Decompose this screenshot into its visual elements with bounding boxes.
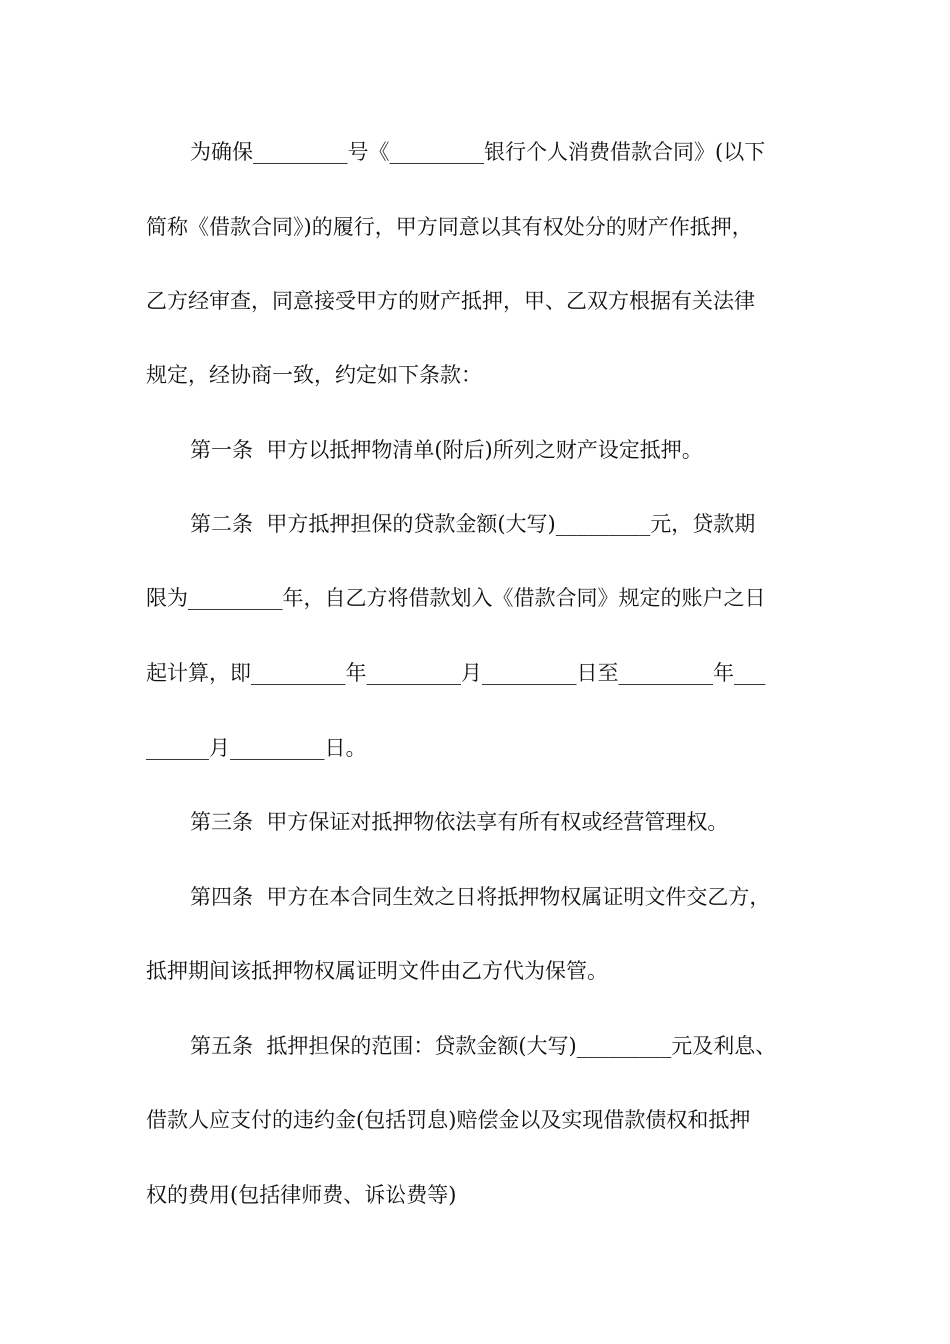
article-2-line-4: ______月_________日。 xyxy=(146,736,367,760)
article-2-line-1: 第二条 甲方抵押担保的贷款金额(大写)_________元，贷款期 xyxy=(190,512,756,536)
article-2-line-3: 起计算，即_________年_________月_________日至_________年___ xyxy=(146,661,766,685)
intro-line-3: 乙方经审查，同意接受甲方的财产抵押，甲、乙双方根据有关法律 xyxy=(146,289,755,313)
article-5-line-2: 借款人应支付的违约金(包括罚息)赔偿金以及实现借款债权和抵押 xyxy=(146,1108,751,1132)
intro-line-4: 规定，经协商一致，约定如下条款： xyxy=(146,363,482,387)
article-4-line-2: 抵押期间该抵押物权属证明文件由乙方代为保管。 xyxy=(146,959,608,983)
article-2-line-2: 限为_________年，自乙方将借款划入《借款合同》规定的账户之日 xyxy=(146,586,766,610)
article-4-line-1: 第四条 甲方在本合同生效之日将抵押物权属证明文件交乙方， xyxy=(190,885,771,909)
intro-line-1: 为确保_________号《_________银行个人消费借款合同》(以下 xyxy=(190,140,766,164)
article-5-line-3: 权的费用(包括律师费、诉讼费等) xyxy=(146,1183,457,1207)
article-5-line-1: 第五条 抵押担保的范围：贷款金额(大写)_________元及利息、 xyxy=(190,1034,777,1058)
article-1-line-1: 第一条 甲方以抵押物清单(附后)所列之财产设定抵押。 xyxy=(190,438,703,462)
article-3-line-1: 第三条 甲方保证对抵押物依法享有所有权或经营管理权。 xyxy=(190,810,729,834)
intro-line-2: 简称《借款合同》)的履行，甲方同意以其有权处分的财产作抵押， xyxy=(146,215,753,239)
